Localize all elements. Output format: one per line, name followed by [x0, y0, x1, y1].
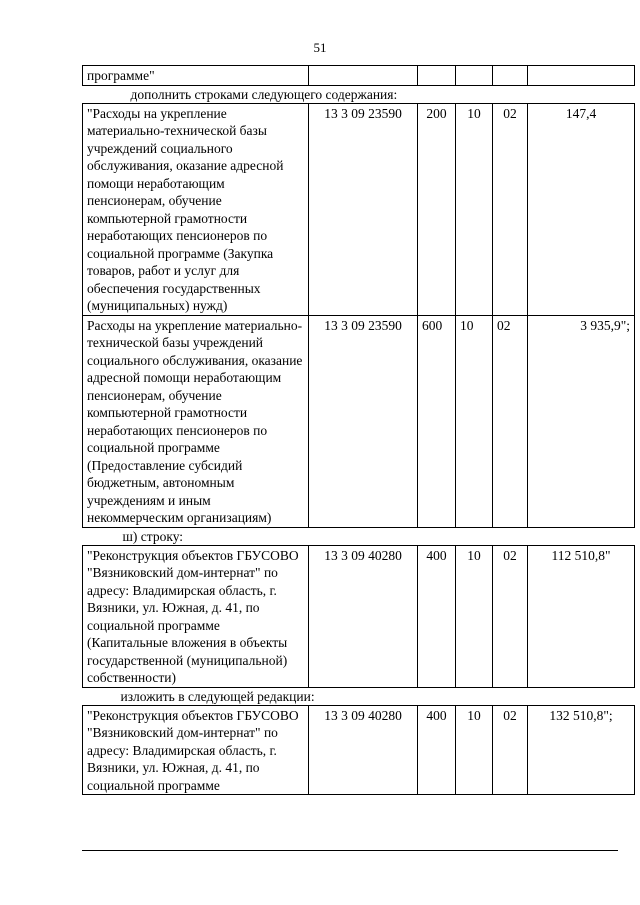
row-expense-type: 200: [418, 103, 456, 315]
row-target-code: 13 3 09 23590: [309, 103, 418, 315]
row-expense-type: 400: [418, 705, 456, 795]
row-section: 10: [456, 705, 493, 795]
row-section: [456, 66, 493, 86]
row-subsection: 02: [493, 103, 528, 315]
row-expense-type: 400: [418, 545, 456, 687]
row-target-code: [309, 66, 418, 86]
row-subsection: 02: [493, 705, 528, 795]
instruction-text: дополнить строками следующего содержания:: [130, 86, 398, 102]
row-amount: 112 510,8": [528, 545, 635, 687]
row-expense-type: [418, 66, 456, 86]
instruction-row: [83, 687, 635, 705]
bottom-rule: [82, 850, 618, 851]
table-row-continuation: [83, 66, 635, 86]
row-section: 10: [456, 103, 493, 315]
row-subsection: [493, 66, 528, 86]
row-description: программе": [83, 66, 309, 86]
instruction-text: изложить в следующей редакции:: [120, 688, 315, 704]
row-target-code: 13 3 09 23590: [309, 315, 418, 527]
row-amount: 132 510,8";: [528, 705, 635, 795]
row-section: 10: [456, 545, 493, 687]
row-target-code: 13 3 09 40280: [309, 705, 418, 795]
row-section: 10: [456, 315, 493, 527]
row-target-code: 13 3 09 40280: [309, 545, 418, 687]
row-subsection: 02: [493, 545, 528, 687]
table-row: [83, 103, 635, 315]
instruction-row: [83, 85, 635, 103]
row-expense-type: 600: [418, 315, 456, 527]
row-description: Расходы на укрепление материально-технической базы учреждений социального обслуживания, оказание адресной помощи неработающим пенсионерам, обучение компьютерной грамотности неработающих пенсионеров по социальной программе (Предоставление субсидий бюджетным, автономным учреждениям и иным некоммерческим организациям): [83, 315, 309, 527]
table-row: [83, 705, 635, 795]
row-description: "Реконструкция объектов ГБУСОВО "Вязниковский дом-интернат" по адресу: Владимирская область, г. Вязники, ул. Южная, д. 41, по социальной программе (Капитальные вложения в объекты государственной (муниципальной) собственности): [83, 545, 309, 687]
row-amount: 147,4: [528, 103, 635, 315]
row-description: "Реконструкция объектов ГБУСОВО "Вязниковский дом-интернат" по адресу: Владимирская область, г. Вязники, ул. Южная, д. 41, по социальной программе: [83, 705, 309, 795]
row-amount: [528, 66, 635, 86]
instruction-text: ш) строку:: [122, 528, 184, 544]
table-row: [83, 545, 635, 687]
page-number: 51: [313, 40, 327, 55]
instruction-row: [83, 527, 635, 545]
row-description: "Расходы на укрепление материально-технической базы учреждений социального обслуживания, оказание адресной помощи неработающим пенсионерам, обучение компьютерной грамотности неработающих пенсионеров по социальной программе (Закупка товаров, работ и услуг для обеспечения государственных (муниципальных) нужд): [83, 103, 309, 315]
row-amount: 3 935,9";: [528, 315, 635, 527]
row-subsection: 02: [493, 315, 528, 527]
budget-amendment-table: [82, 65, 635, 795]
table-row: [83, 315, 635, 527]
